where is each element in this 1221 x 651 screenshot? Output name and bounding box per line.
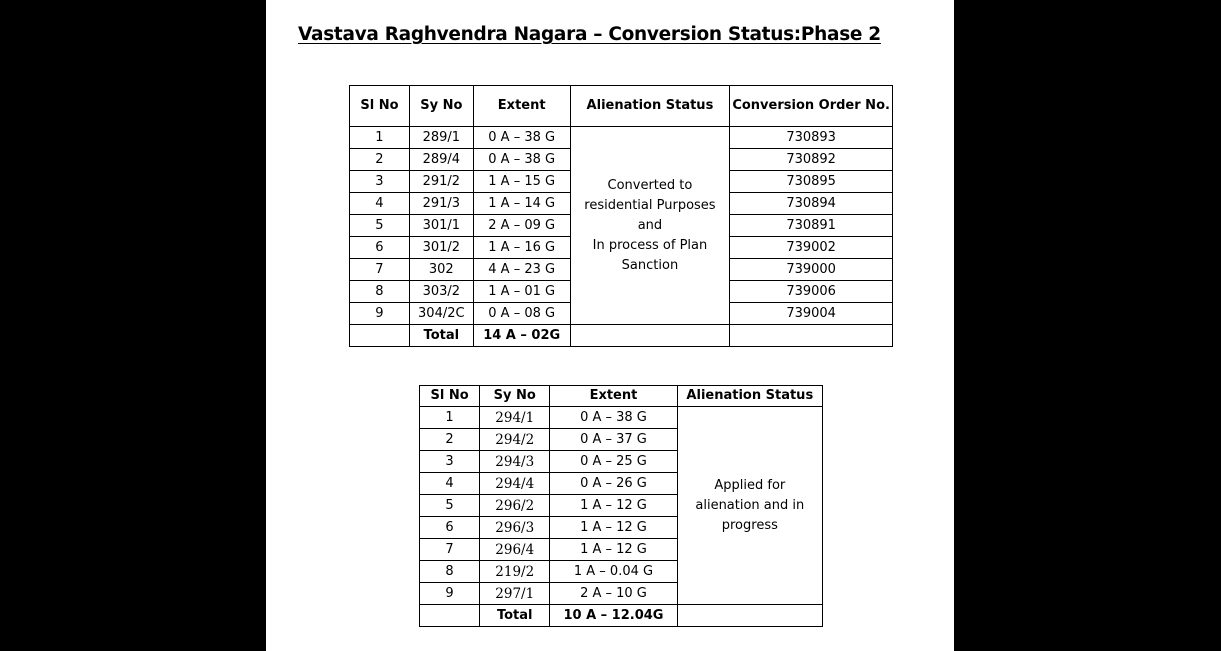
sl-no-cell: 2 xyxy=(350,149,410,171)
sl-no-cell xyxy=(420,605,480,627)
conversion-order-cell: 730891 xyxy=(730,215,893,237)
extent-cell: 1 A – 15 G xyxy=(473,171,570,193)
extent-cell: 1 A – 14 G xyxy=(473,193,570,215)
sl-no-cell: 3 xyxy=(350,171,410,193)
sy-no-cell: 294/3 xyxy=(480,451,550,473)
header-alienation-status: Alienation Status xyxy=(570,86,730,127)
sl-no-cell: 2 xyxy=(420,429,480,451)
alienation-status-cell xyxy=(677,605,822,627)
total-label: Total xyxy=(480,605,550,627)
conversion-order-cell: 739000 xyxy=(730,259,893,281)
sy-no-cell: 219/2 xyxy=(480,561,550,583)
status-line: In process of Plan xyxy=(592,237,708,253)
extent-cell: 2 A – 10 G xyxy=(550,583,677,605)
conversion-order-cell xyxy=(730,325,893,347)
sy-no-cell: 294/2 xyxy=(480,429,550,451)
conversion-order-cell: 739004 xyxy=(730,303,893,325)
alienation-status-cell xyxy=(570,127,730,325)
sy-no-cell: 304/2C xyxy=(409,303,473,325)
table-header-row xyxy=(420,386,823,407)
status-line: residential Purposes xyxy=(584,197,716,213)
sl-no-cell: 4 xyxy=(420,473,480,495)
sl-no-cell: 7 xyxy=(350,259,410,281)
extent-cell: 0 A – 26 G xyxy=(550,473,677,495)
document-page xyxy=(266,0,954,651)
page-title: Vastava Raghvendra Nagara – Conversion Status:Phase 2 xyxy=(298,24,881,45)
sy-no-cell: 297/1 xyxy=(480,583,550,605)
sl-no-cell: 6 xyxy=(350,237,410,259)
header-sl-no: Sl No xyxy=(350,86,410,127)
conversion-table xyxy=(349,85,893,347)
extent-cell: 1 A – 01 G xyxy=(473,281,570,303)
extent-cell: 0 A – 37 G xyxy=(550,429,677,451)
sl-no-cell: 4 xyxy=(350,193,410,215)
header-sy-no: Sy No xyxy=(480,386,550,407)
sl-no-cell: 1 xyxy=(420,407,480,429)
conversion-order-cell: 730892 xyxy=(730,149,893,171)
extent-cell: 0 A – 38 G xyxy=(473,149,570,171)
status-line: Converted to xyxy=(607,177,693,193)
sl-no-cell: 9 xyxy=(350,303,410,325)
status-line: progress xyxy=(721,517,778,533)
extent-cell: 1 A – 12 G xyxy=(550,495,677,517)
sy-no-cell: 301/2 xyxy=(409,237,473,259)
sl-no-cell: 9 xyxy=(420,583,480,605)
sy-no-cell: 303/2 xyxy=(409,281,473,303)
sy-no-cell: 296/2 xyxy=(480,495,550,517)
total-row xyxy=(350,325,893,347)
table-row xyxy=(350,127,893,149)
sy-no-cell: 289/4 xyxy=(409,149,473,171)
conversion-order-cell: 730894 xyxy=(730,193,893,215)
extent-cell: 0 A – 38 G xyxy=(550,407,677,429)
status-line: Applied for xyxy=(714,477,786,493)
sl-no-cell xyxy=(350,325,410,347)
alienation-table xyxy=(419,385,823,627)
extent-cell: 2 A – 09 G xyxy=(473,215,570,237)
sy-no-cell: 294/1 xyxy=(480,407,550,429)
header-conversion-order-no: Conversion Order No. xyxy=(730,86,893,127)
extent-cell: 4 A – 23 G xyxy=(473,259,570,281)
extent-cell: 1 A – 12 G xyxy=(550,517,677,539)
conversion-order-cell: 730895 xyxy=(730,171,893,193)
sl-no-cell: 5 xyxy=(350,215,410,237)
sy-no-cell: 302 xyxy=(409,259,473,281)
sl-no-cell: 8 xyxy=(350,281,410,303)
sy-no-cell: 289/1 xyxy=(409,127,473,149)
sy-no-cell: 294/4 xyxy=(480,473,550,495)
status-line: Sanction xyxy=(621,257,679,273)
header-extent: Extent xyxy=(550,386,677,407)
extent-cell: 1 A – 16 G xyxy=(473,237,570,259)
total-extent: 14 A – 02G xyxy=(473,325,570,347)
sl-no-cell: 6 xyxy=(420,517,480,539)
sy-no-cell: 296/4 xyxy=(480,539,550,561)
sl-no-cell: 3 xyxy=(420,451,480,473)
sl-no-cell: 1 xyxy=(350,127,410,149)
sl-no-cell: 7 xyxy=(420,539,480,561)
header-extent: Extent xyxy=(473,86,570,127)
total-extent: 10 A – 12.04G xyxy=(550,605,677,627)
sl-no-cell: 8 xyxy=(420,561,480,583)
extent-cell: 1 A – 0.04 G xyxy=(550,561,677,583)
header-sy-no: Sy No xyxy=(409,86,473,127)
header-alienation-status: Alienation Status xyxy=(677,386,822,407)
extent-cell: 0 A – 25 G xyxy=(550,451,677,473)
sy-no-cell: 296/3 xyxy=(480,517,550,539)
extent-cell: 0 A – 08 G xyxy=(473,303,570,325)
status-line: alienation and in xyxy=(695,497,805,513)
total-row xyxy=(420,605,823,627)
sy-no-cell: 301/1 xyxy=(409,215,473,237)
conversion-order-cell: 739006 xyxy=(730,281,893,303)
alienation-status-cell xyxy=(677,407,822,605)
conversion-order-cell: 730893 xyxy=(730,127,893,149)
alienation-status-cell xyxy=(570,325,730,347)
sy-no-cell: 291/3 xyxy=(409,193,473,215)
extent-cell: 0 A – 38 G xyxy=(473,127,570,149)
conversion-order-cell: 739002 xyxy=(730,237,893,259)
total-label: Total xyxy=(409,325,473,347)
extent-cell: 1 A – 12 G xyxy=(550,539,677,561)
sy-no-cell: 291/2 xyxy=(409,171,473,193)
sl-no-cell: 5 xyxy=(420,495,480,517)
table-header-row xyxy=(350,86,893,127)
status-line: and xyxy=(637,217,663,233)
table-row xyxy=(420,407,823,429)
header-sl-no: Sl No xyxy=(420,386,480,407)
